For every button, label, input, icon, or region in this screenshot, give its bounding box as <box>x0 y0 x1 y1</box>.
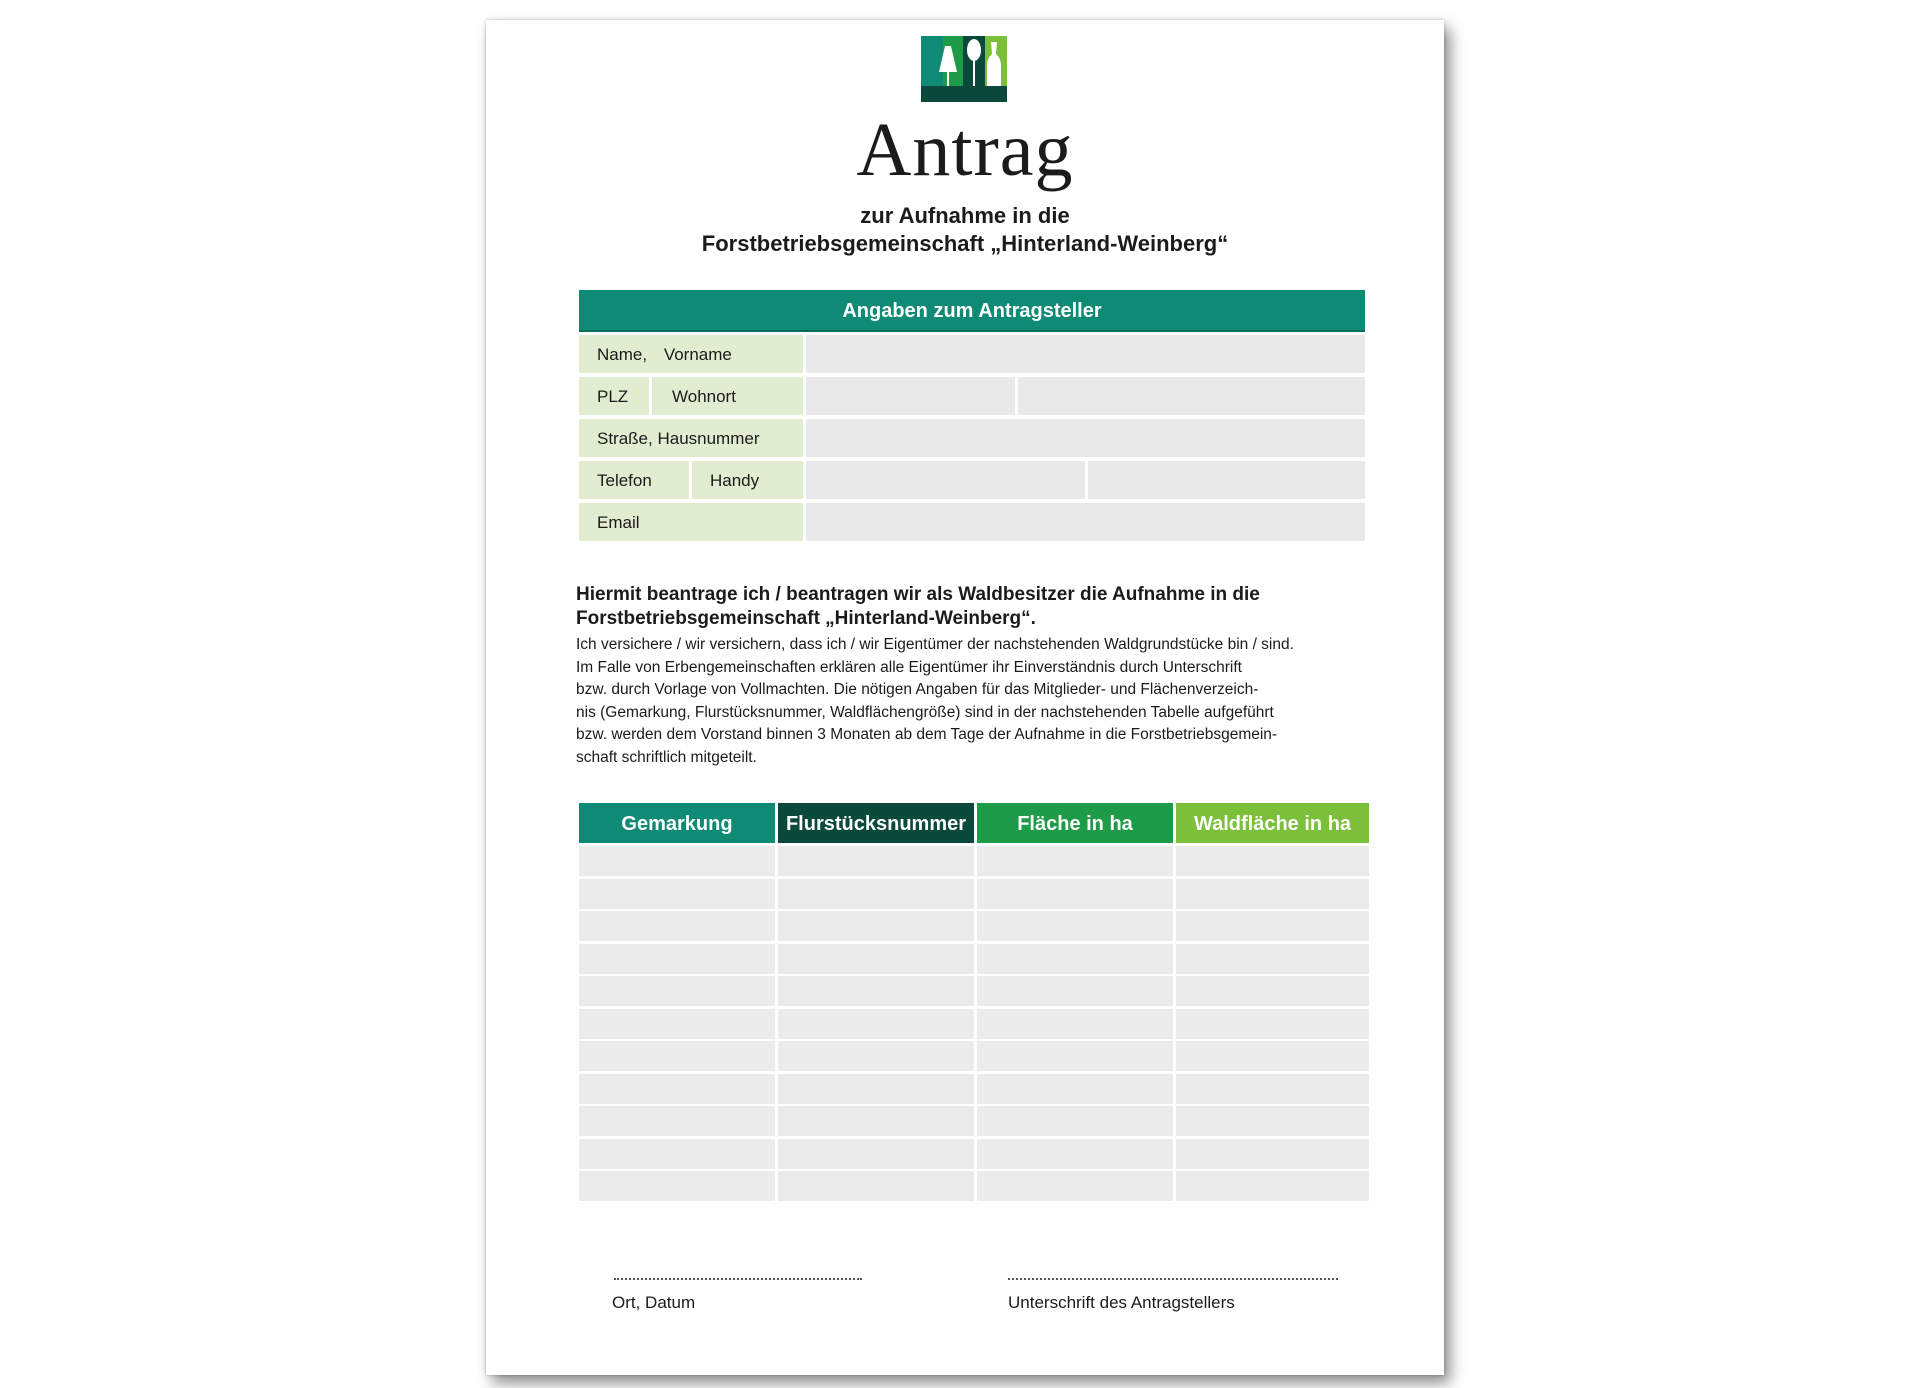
table-cell[interactable] <box>778 1009 974 1039</box>
table-cell[interactable] <box>977 1171 1173 1201</box>
table-cell[interactable] <box>977 1009 1173 1039</box>
table-cell[interactable] <box>778 911 974 941</box>
declaration-line: bzw. durch Vorlage von Vollmachten. Die nötigen Angaben für das Mitglieder- und Flächenverzeich- <box>576 681 1259 698</box>
declaration-line: Ich versichere / wir versichern, dass ich / wir Eigentümer der nachstehenden Waldgrundstücke bin / sind. <box>576 636 1294 653</box>
table-cell[interactable] <box>1176 879 1369 909</box>
table-cell[interactable] <box>778 944 974 974</box>
table-cell[interactable] <box>579 879 775 909</box>
table-cell[interactable] <box>579 846 775 876</box>
signature-label: Unterschrift des Antragstellers <box>1008 1293 1235 1312</box>
table-cell[interactable] <box>977 1041 1173 1071</box>
table-cell[interactable] <box>778 1041 974 1071</box>
table-cell[interactable] <box>778 846 974 876</box>
table-cell[interactable] <box>1176 976 1369 1006</box>
telefon-field[interactable] <box>806 461 1085 499</box>
place-date-line[interactable] <box>614 1278 862 1280</box>
table-cell[interactable] <box>1176 1041 1369 1071</box>
declaration-body <box>576 634 1376 769</box>
telefon-row <box>579 461 1365 499</box>
table-cell[interactable] <box>579 1041 775 1071</box>
email-row <box>579 503 1365 541</box>
table-cell[interactable] <box>778 879 974 909</box>
place-date-label: Ort, Datum <box>612 1293 696 1312</box>
table-cell[interactable] <box>977 944 1173 974</box>
table-row <box>579 1041 1369 1071</box>
plz-label: PLZ <box>579 377 649 415</box>
table-row <box>579 1106 1369 1136</box>
column-header-flurstuecksnummer: Flurstücksnummer <box>778 803 974 843</box>
strasse-label: Straße, Hausnummer <box>579 419 803 457</box>
plz-field[interactable] <box>806 377 1015 415</box>
table-cell[interactable] <box>977 911 1173 941</box>
table-cell[interactable] <box>579 1106 775 1136</box>
table-cell[interactable] <box>1176 1074 1369 1104</box>
table-cell[interactable] <box>977 976 1173 1006</box>
signature-line[interactable] <box>1008 1278 1338 1280</box>
table-row <box>579 846 1369 876</box>
email-label: Email <box>579 503 803 541</box>
column-header-gemarkung: Gemarkung <box>579 803 775 843</box>
name-label-cell <box>579 335 803 373</box>
table-cell[interactable] <box>1176 1009 1369 1039</box>
table-cell[interactable] <box>977 1106 1173 1136</box>
handy-field[interactable] <box>1088 461 1365 499</box>
table-cell[interactable] <box>977 879 1173 909</box>
table-cell[interactable] <box>579 944 775 974</box>
declaration-line: nis (Gemarkung, Flurstücksnummer, Waldflächengröße) sind in der nachstehenden Tabelle aufgeführt <box>576 703 1274 721</box>
column-header-waldflaeche: Waldfläche in ha <box>1176 803 1369 843</box>
table-row <box>579 879 1369 909</box>
table-cell[interactable] <box>977 846 1173 876</box>
table-row <box>579 1171 1369 1201</box>
table-cell[interactable] <box>579 1009 775 1039</box>
form-subtitle-line1: zur Aufnahme in die <box>860 203 1070 228</box>
column-header-flaeche: Fläche in ha <box>977 803 1173 843</box>
table-cell[interactable] <box>977 1139 1173 1169</box>
table-cell[interactable] <box>1176 846 1369 876</box>
declaration-line: bzw. werden dem Vorstand binnen 3 Monaten ab dem Tage der Aufnahme in die Forstbetriebsgemein- <box>576 726 1278 743</box>
applicant-section-header: Angaben zum Antragsteller <box>579 290 1365 332</box>
declaration-line: schaft schriftlich mitgeteilt. <box>576 748 757 766</box>
telefon-label: Telefon <box>579 461 689 499</box>
wohnort-label: Wohnort <box>652 377 803 415</box>
declaration-heading-line2: Forstbetriebsgemeinschaft „Hinterland-Weinberg“. <box>576 608 1036 629</box>
strasse-row <box>579 419 1365 457</box>
table-cell[interactable] <box>778 1139 974 1169</box>
table-row <box>579 1009 1369 1039</box>
table-cell[interactable] <box>1176 1171 1369 1201</box>
strasse-field[interactable] <box>806 419 1365 457</box>
declaration-heading-line1: Hiermit beantrage ich / beantragen wir als Waldbesitzer die Aufnahme in die <box>576 584 1260 605</box>
table-cell[interactable] <box>579 976 775 1006</box>
table-cell[interactable] <box>1176 911 1369 941</box>
table-cell[interactable] <box>579 1171 775 1201</box>
table-cell[interactable] <box>778 976 974 1006</box>
table-cell[interactable] <box>579 1139 775 1169</box>
table-cell[interactable] <box>579 911 775 941</box>
wohnort-field[interactable] <box>1018 377 1365 415</box>
table-cell[interactable] <box>778 1074 974 1104</box>
table-cell[interactable] <box>579 1074 775 1104</box>
table-cell[interactable] <box>1176 1139 1369 1169</box>
form-title: Antrag <box>856 108 1074 192</box>
table-cell[interactable] <box>1176 944 1369 974</box>
declaration-line: Im Falle von Erbengemeinschaften erklären alle Eigentümer ihr Einverständnis durch Unterschrift <box>576 658 1242 676</box>
plz-row <box>579 377 1365 415</box>
email-field[interactable] <box>806 503 1365 541</box>
table-cell[interactable] <box>778 1171 974 1201</box>
table-row <box>579 944 1369 974</box>
table-cell[interactable] <box>1176 1106 1369 1136</box>
table-cell[interactable] <box>977 1074 1173 1104</box>
name-row <box>579 335 1365 373</box>
table-row <box>579 1139 1369 1169</box>
form-subtitle-line2: Forstbetriebsgemeinschaft „Hinterland-Weinberg“ <box>701 231 1229 256</box>
table-row <box>579 1074 1369 1104</box>
table-row <box>579 911 1369 941</box>
table-cell[interactable] <box>778 1106 974 1136</box>
vorname-label: Vorname <box>663 345 732 364</box>
table-row <box>579 976 1369 1006</box>
name-label: Name, <box>597 345 648 364</box>
handy-label: Handy <box>692 461 803 499</box>
name-field[interactable] <box>806 335 1365 373</box>
application-form-page <box>486 20 1444 1375</box>
declaration-heading <box>576 583 1376 631</box>
fbg-logo-icon <box>921 36 1007 102</box>
